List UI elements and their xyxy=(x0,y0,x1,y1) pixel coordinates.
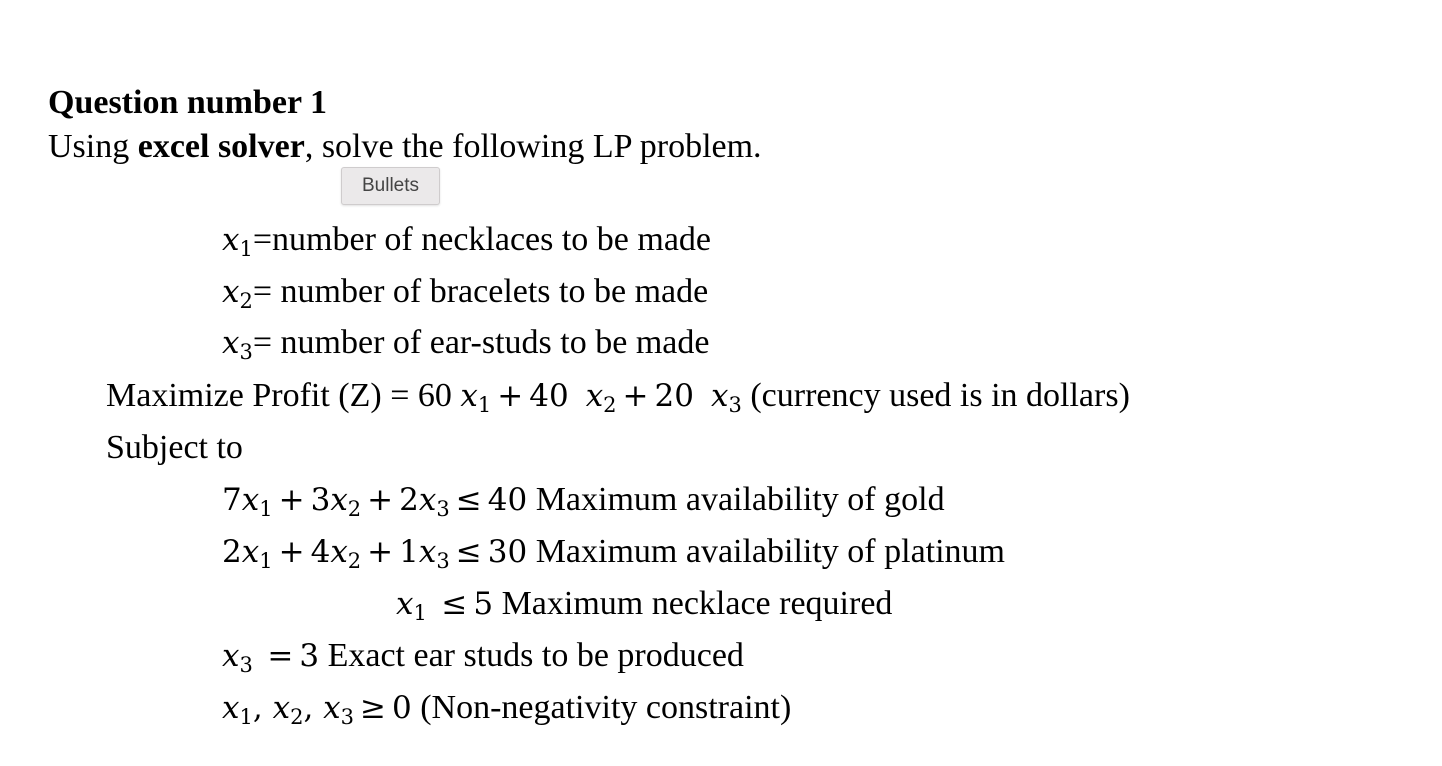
equals-sign: = xyxy=(252,324,273,361)
coefficient: 20 xyxy=(654,378,694,414)
variable-subscript: 2 xyxy=(603,393,617,417)
variable-description: number of necklaces to be made xyxy=(272,221,712,258)
variable-symbol: x xyxy=(222,325,240,361)
plus-operator: + xyxy=(497,378,524,414)
variable-subscript: 2 xyxy=(347,549,362,573)
variable-symbol: x xyxy=(330,534,348,570)
constraint-gold xyxy=(222,480,945,520)
constraint-nonnegativity xyxy=(222,688,791,728)
problem-instruction xyxy=(48,127,762,167)
objective-function xyxy=(106,376,1130,416)
constraint-platinum xyxy=(222,532,1005,572)
relation-operator: ≥ xyxy=(360,690,386,726)
bullets-tooltip: Bullets xyxy=(341,167,440,205)
variable-symbol: x xyxy=(585,378,604,414)
constraint-label: (Non-negativity constraint) xyxy=(411,689,792,726)
variable-description: number of ear-studs to be made xyxy=(272,324,710,361)
plus-operator: + xyxy=(367,482,394,518)
variable-subscript: 2 xyxy=(347,497,362,521)
equals-sign: = xyxy=(252,221,273,258)
variable-symbol: x xyxy=(241,534,260,570)
constraint-label: Exact ear studs to be produced xyxy=(319,637,744,674)
variable-symbol: x xyxy=(396,586,414,622)
variable-subscript: 1 xyxy=(477,393,492,417)
constraint-rhs: 30 xyxy=(487,534,528,570)
variable-symbol: x xyxy=(272,690,291,726)
coefficient: 3 xyxy=(310,482,331,518)
variable-symbol: x xyxy=(460,378,478,414)
variable-definition-x1 xyxy=(222,220,711,260)
variable-symbol: x xyxy=(222,638,240,674)
variable-subscript: 2 xyxy=(290,705,304,729)
variable-description: number of bracelets to be made xyxy=(272,273,709,310)
relation-operator: = xyxy=(267,638,294,674)
variable-subscript: 3 xyxy=(340,705,355,729)
coefficient: 2 xyxy=(399,482,419,518)
variable-subscript: 1 xyxy=(239,705,253,729)
objective-label: Maximize Profit (Z) = 60 xyxy=(106,377,461,414)
variable-subscript: 1 xyxy=(259,549,273,573)
variable-symbol: x xyxy=(330,482,348,518)
plus-operator: + xyxy=(622,378,649,414)
comma: , xyxy=(303,690,324,726)
variable-subscript: 1 xyxy=(239,237,253,261)
relation-operator: ≤ xyxy=(455,482,482,518)
constraint-label: Maximum necklace required xyxy=(493,585,893,622)
variable-symbol: x xyxy=(418,534,437,570)
coefficient: 1 xyxy=(399,534,419,570)
variable-subscript: 3 xyxy=(728,393,742,417)
variable-definition-x2 xyxy=(222,272,708,312)
constraint-label: Maximum availability of gold xyxy=(527,481,945,518)
variable-symbol: x xyxy=(323,690,341,726)
variable-definition-x3 xyxy=(222,323,709,363)
plus-operator: + xyxy=(367,534,394,570)
variable-subscript: 1 xyxy=(413,601,427,625)
variable-symbol: x xyxy=(710,378,729,414)
coefficient: 7 xyxy=(222,482,242,518)
variable-symbol: x xyxy=(418,482,437,518)
constraint-rhs: 5 xyxy=(473,586,494,622)
constraint-label: Maximum availability of platinum xyxy=(527,533,1005,570)
constraint-rhs: 3 xyxy=(299,638,320,674)
variable-subscript: 3 xyxy=(436,497,450,521)
constraint-earstuds xyxy=(222,636,744,676)
constraint-rhs: 0 xyxy=(392,690,412,726)
constraint-necklace xyxy=(396,584,892,624)
subject-to-label: Subject to xyxy=(106,429,243,466)
comma: , xyxy=(252,690,273,726)
relation-operator: ≤ xyxy=(455,534,482,570)
variable-symbol: x xyxy=(222,690,240,726)
coefficient: 4 xyxy=(310,534,331,570)
variable-symbol: x xyxy=(241,482,260,518)
variable-subscript: 2 xyxy=(239,289,253,313)
equals-sign: = xyxy=(252,273,273,310)
variable-subscript: 3 xyxy=(239,340,253,364)
question-heading: Question number 1 xyxy=(48,84,327,121)
instruction-prefix: Using xyxy=(48,128,138,165)
coefficient: 2 xyxy=(222,534,242,570)
variable-subscript: 3 xyxy=(436,549,450,573)
variable-symbol: x xyxy=(222,222,240,258)
plus-operator: + xyxy=(278,482,305,518)
objective-note: (currency used is in dollars) xyxy=(741,377,1130,414)
instruction-suffix: , solve the following LP problem. xyxy=(304,128,762,165)
instruction-bold-text: excel solver xyxy=(137,128,305,165)
coefficient: 40 xyxy=(529,378,569,414)
variable-subscript: 1 xyxy=(259,497,273,521)
constraint-rhs: 40 xyxy=(487,482,528,518)
variable-subscript: 3 xyxy=(239,653,253,677)
plus-operator: + xyxy=(278,534,305,570)
variable-symbol: x xyxy=(222,274,240,310)
relation-operator: ≤ xyxy=(441,586,468,622)
